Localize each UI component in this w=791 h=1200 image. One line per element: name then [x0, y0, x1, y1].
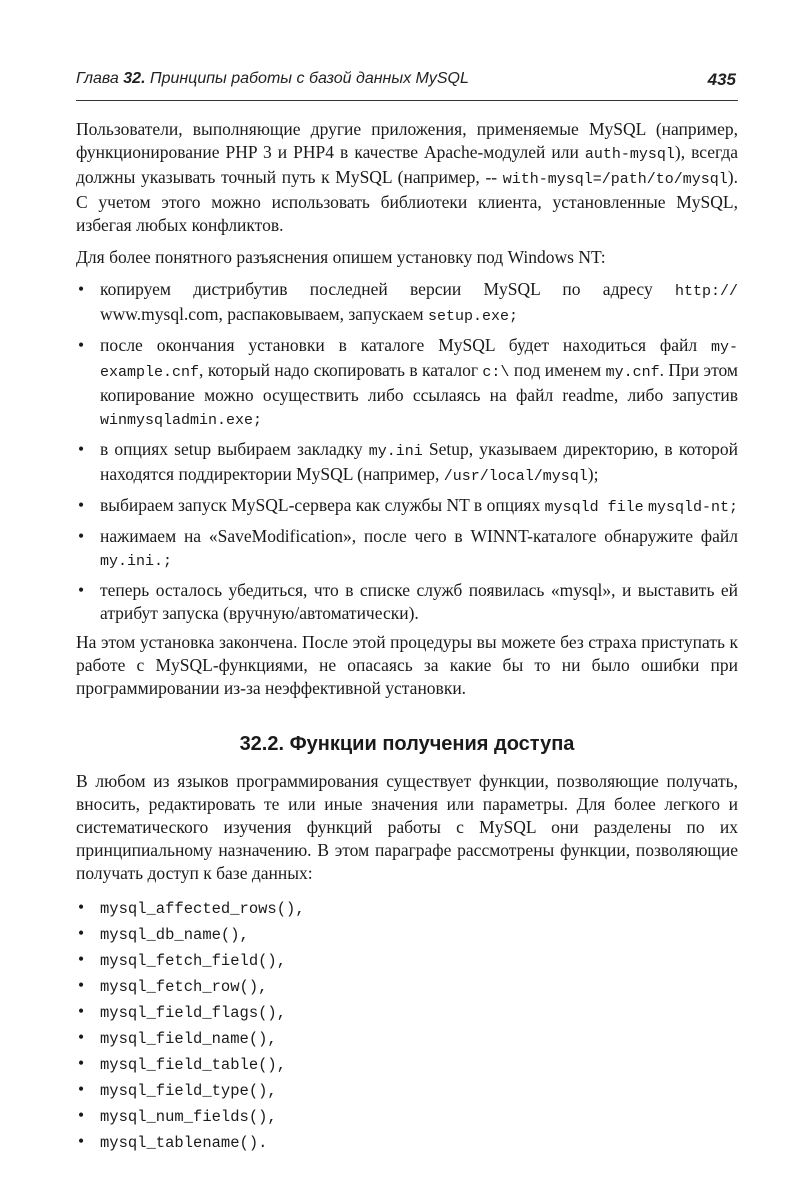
- function-name: mysql_fetch_row(),: [100, 978, 268, 996]
- step3-code1: my.ini: [368, 443, 423, 460]
- step3-text-c: );: [587, 464, 599, 484]
- step6-text: теперь осталось убедиться, что в списке служб появилась «mysql», и выставить ей атрибут запуска (вручную/автоматически).: [100, 580, 738, 623]
- function-name: mysql_db_name(),: [100, 926, 249, 944]
- step3-text-a: в опциях setup выбираем закладку: [100, 439, 369, 459]
- step2-text-d: . При этом копирование можно осуществить либо ссылаясь на файл readme, либо запустив: [100, 360, 738, 405]
- list-item: [76, 946, 738, 972]
- step2-text-a: после окончания установки в каталоге MySQL будет находиться файл: [100, 335, 711, 355]
- list-item: [76, 920, 738, 946]
- step2-text-c: под именем: [509, 360, 606, 380]
- intro-text-a: Пользователи, выполняющие другие приложения, применяемые MySQL (например, функционирование PHP 3 и PHP4 в качестве Apache-модулей или: [76, 119, 738, 162]
- install-lead-paragraph: Для более понятного разъяснения опишем установку под Windows NT:: [76, 247, 606, 267]
- install-conclusion-paragraph: На этом установка закончена. После этой процедуры вы можете без страха приступать к работе с MySQL-функциями, не опасаясь за какие бы то ни было ошибки при программировании из-за неэффективной установки.: [76, 632, 738, 698]
- install-steps-list: [76, 278, 738, 625]
- function-name: mysql_num_fields(),: [100, 1108, 277, 1126]
- step2-code4: winmysqladmin.exe;: [100, 412, 263, 429]
- page-body: [76, 118, 738, 1160]
- step2-code2: c:\: [482, 364, 510, 381]
- step5-text-a: нажимаем на «SaveModification», после чего в WINNT-каталоге обнаружите файл: [100, 526, 738, 546]
- function-list: [76, 894, 738, 1154]
- list-item: [76, 278, 738, 328]
- list-item: [76, 998, 738, 1024]
- step1-text-b: www.mysql.com, распаковываем, запускаем: [100, 304, 428, 324]
- list-item: [76, 1128, 738, 1154]
- step4-code2: mysqld-nt;: [648, 499, 739, 516]
- step1-text-a: копируем дистрибутив последней версии MySQL по адресу: [100, 279, 675, 299]
- section-paragraph: В любом из языков программирования существует функции, позволяющие получать, вносить, редактировать те или иные значения или параметры. Для более легкого и систематического изучения функций работы с MySQL они разделены по их принципиальному назначению. В этом параграфе рассмотрены функции, позволяющие получать доступ к базе данных:: [76, 771, 738, 883]
- step2-code1: my-example.cnf: [100, 339, 738, 381]
- step4-code1: mysqld file: [544, 499, 644, 516]
- list-item: [76, 972, 738, 998]
- list-item: [76, 1102, 738, 1128]
- step3-code2: /usr/local/mysql: [443, 468, 588, 485]
- list-item: [76, 494, 738, 519]
- list-item: [76, 438, 738, 488]
- function-name: mysql_fetch_field(),: [100, 952, 287, 970]
- step1-url: http://: [674, 283, 738, 300]
- function-name: mysql_field_name(),: [100, 1030, 277, 1048]
- function-name: mysql_field_table(),: [100, 1056, 287, 1074]
- chapter-prefix: Глава: [76, 70, 119, 87]
- list-item: [76, 1050, 738, 1076]
- list-item: [76, 894, 738, 920]
- page-number: 435: [707, 70, 736, 89]
- step2-text-b: , который надо скопировать в каталог: [199, 360, 483, 380]
- code-with-mysql: with-mysql=/path/to/mysql: [502, 171, 728, 188]
- step1-code: setup.exe;: [427, 308, 518, 325]
- step3-text-b: Setup, указываем директорию, в которой находятся поддиректории MySQL (например,: [100, 439, 738, 484]
- list-item: [76, 1076, 738, 1102]
- intro-text-b: ), всегда должны указывать точный путь к MySQL (например, --: [76, 142, 739, 187]
- step2-code3: my.cnf: [605, 364, 660, 381]
- code-auth-mysql: auth-mysql: [584, 146, 675, 163]
- step4-text-a: выбираем запуск MySQL-сервера как службы NT в опциях: [100, 495, 545, 515]
- list-item: [76, 579, 738, 625]
- intro-paragraph: [76, 118, 738, 237]
- list-item: [76, 334, 738, 432]
- function-name: mysql_field_type(),: [100, 1082, 277, 1100]
- intro-text-c: ). С учетом этого можно использовать библиотеки клиента, установленные MySQL, избегая любых конфликтов.: [76, 167, 738, 235]
- section-heading: 32.2. Функции получения доступа: [239, 733, 575, 755]
- chapter-number: 32.: [123, 70, 146, 87]
- list-item: [76, 1024, 738, 1050]
- list-item: [76, 525, 738, 573]
- function-name: mysql_tablename().: [100, 1134, 268, 1152]
- running-header: [76, 70, 736, 88]
- function-name: mysql_field_flags(),: [100, 1004, 287, 1022]
- chapter-title: Принципы работы с базой данных MySQL: [149, 70, 469, 87]
- header-rule: [76, 100, 738, 101]
- function-name: mysql_affected_rows(),: [100, 900, 305, 918]
- step5-code: my.ini.;: [100, 553, 173, 570]
